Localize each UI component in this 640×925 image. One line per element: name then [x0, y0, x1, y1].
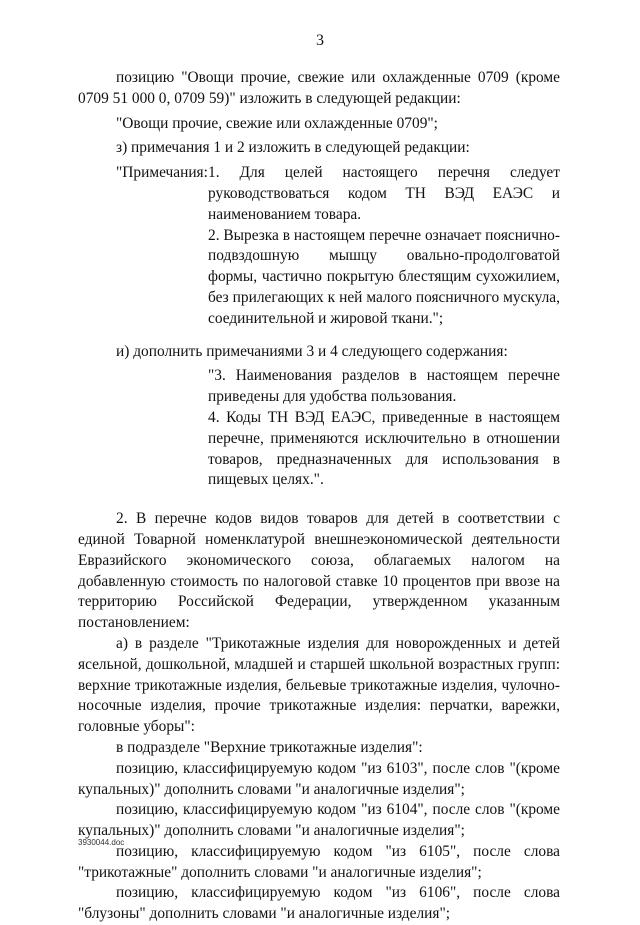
paragraph-code-6103: позицию, классифицируемую кодом "из 6103", после слов "(кроме купальных)" дополнить словами "и аналогичные изделия"; — [78, 759, 560, 798]
note-2: 2. Вырезка в настоящем перечне означает поясничнo-подвздошную мышцу овально-продолговатой формы, частично покрытую блестящим сухожилием, без прилегающих к ней малого поясничного мускула, соединительной и жировой ткани."; — [208, 226, 560, 327]
paragraph-code-6106: позицию, классифицируемую кодом "из 6106", после слова "блузоны" дополнить словами "и аналогичные изделия"; — [78, 884, 560, 923]
notes-label: "Примечания: — [116, 164, 208, 182]
paragraph-children-goods: 2. В перечне кодов видов товаров для детей в соответствии с единой Товарной номенклатурой внешнеэкономической деятельности Евразийского экономического союза, облагаемых налогом на добавленную стоимость по налоговой ставке 10 процентов при ввозе на территорию Российской Федерации, утвержденном указанным постановлением: — [78, 510, 560, 632]
paragraph-vegetables-new-text: "Овощи прочие, свежие или охлажденные 0709"; — [116, 114, 438, 132]
note-4: 4. Коды ТН ВЭД ЕАЭС, приведенные в настоящем перечне, применяются исключительно в отношении товаров, предназначенных для использования в пищевых целях.". — [208, 408, 560, 489]
footer-file-name: 3930044.doc — [78, 838, 125, 847]
paragraph-position-vegetables: позицию "Овощи прочие, свежие или охлажденные 0709 (кроме 0709 51 000 0, 0709 59)" изложить в следующей редакции: — [78, 69, 560, 107]
paragraph-code-6105: позицию, классифицируемую кодом "из 6105", после слова "трикотажные" дополнить словами "и аналогичные изделия"; — [78, 842, 560, 881]
paragraph-code-6104: позицию, классифицируемую кодом "из 6104", после слов "(кроме купальных)" дополнить словами "и аналогичные изделия"; — [78, 801, 560, 840]
page-number: 3 — [316, 32, 324, 49]
document-body — [78, 68, 560, 925]
paragraph-notes-1-2-intro: з) примечания 1 и 2 изложить в следующей редакции: — [116, 139, 470, 157]
notes-block — [78, 163, 560, 329]
paragraph-notes-3-4-intro: и) дополнить примечаниями 3 и 4 следующего содержания: — [116, 342, 508, 360]
paragraph-outerwear-subsection: в подразделе "Верхние трикотажные изделия": — [116, 738, 423, 756]
paragraph-knitwear-section: а) в разделе "Трикотажные изделия для новорожденных и детей ясельной, дошкольной, младшей и старшей школьной возрастных групп: верхние трикотажные изделия, бельевые трикотажные изделия, чулочно-носочные изделия, прочие трикотажные изделия: перчатки, варежки, головные уборы": — [78, 634, 560, 736]
additional-notes-block — [78, 366, 560, 491]
notes-list — [208, 163, 560, 329]
note-3: "3. Наименования разделов в настоящем перечне приведены для удобства пользования. — [208, 367, 560, 406]
note-1: 1. Для целей настоящего перечня следует руководствоваться кодом ТН ВЭД ЕАЭС и наименованием товара. — [208, 164, 560, 223]
